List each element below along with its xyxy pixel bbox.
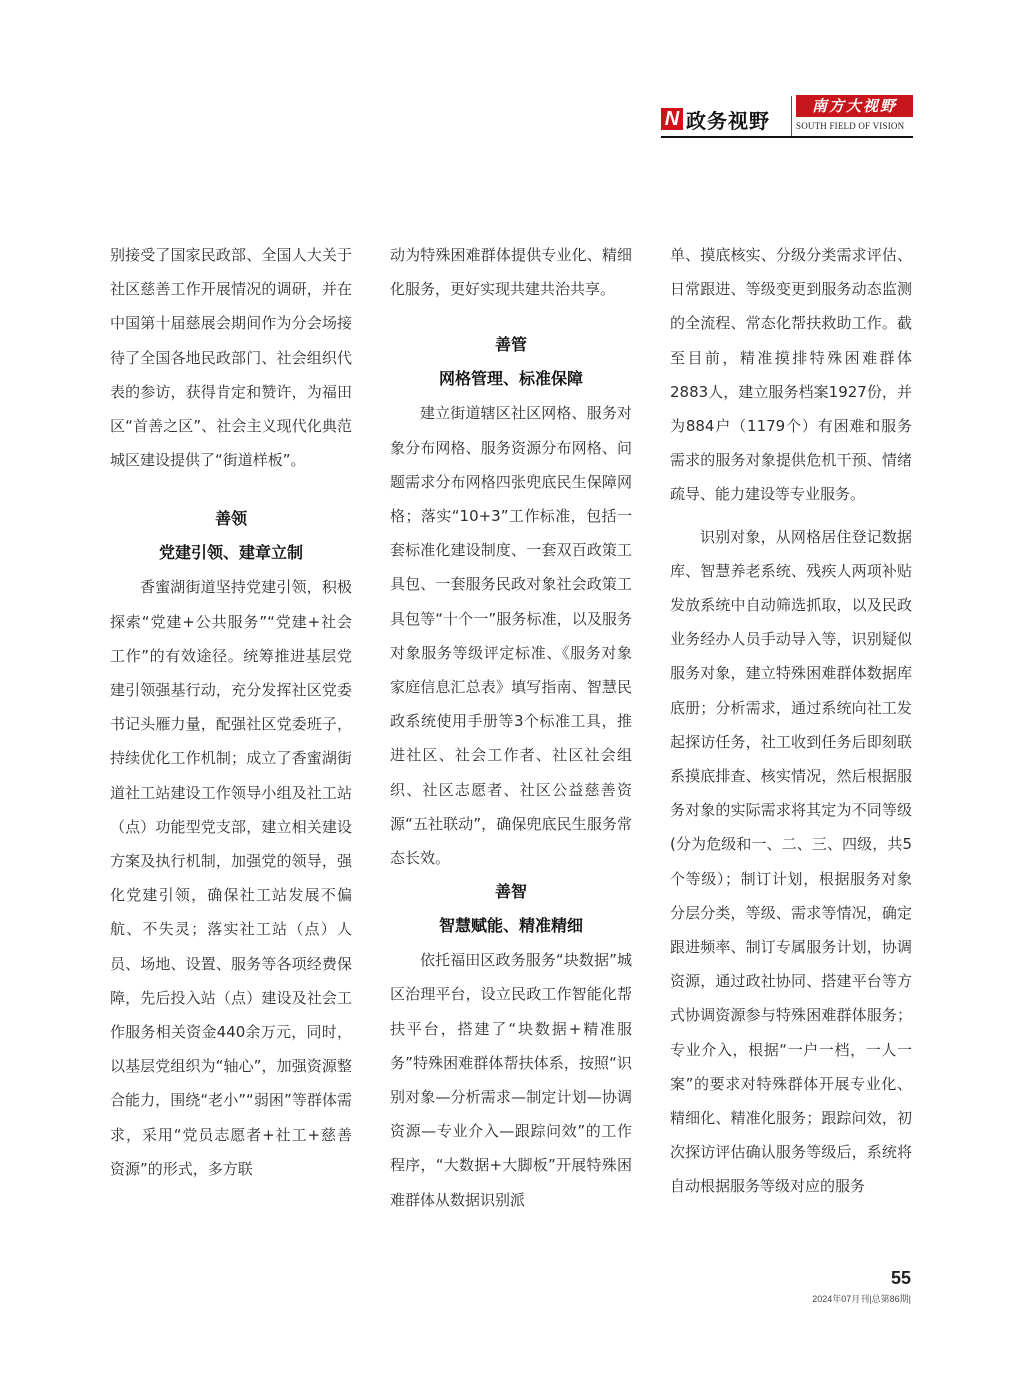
section-heading-subtitle: 党建引领、建章立制: [158, 543, 303, 563]
masthead: [661, 92, 913, 140]
header-rule: [661, 136, 913, 138]
section-heading-subtitle: 智慧赋能、精准精细: [438, 916, 583, 936]
paragraph: 香蜜湖街道坚持党建引领，积极探索“党建+公共服务”“党建+社会工作”的有效途径。统筹推进基层党建引领强基行动，充分发挥社区党委书记头雁力量，配强社区党委班子，持续优化工作机制；成立了香蜜湖街道社工站建设工作领导小组及社工站（点）功能型党支部，建立相关建设方案及执行机制，加强党的领导，强化党建引领，确保社工站发展不偏航、不失灵；落实社工站（点）人员、场地、设置、服务等各项经费保障，先后投入站（点）建设及社会工作服务相关资金440余万元，同时，以基层党组织为“轴心”，加强资源整合能力，围绕“老小”“弱困”等群体需求，采用“党员志愿者+社工+慈善资源”的形式，多方联: [110, 578, 352, 1178]
paragraph: 别接受了国家民政部、全国人大关于社区慈善工作开展情况的调研，并在中国第十届慈展会期间作为分会场接待了全国各地民政部门、社会组织代表的参访，获得肯定和赞许，为福田区“首善之区”、社会主义现代化典范城区建设提供了“街道样板”。: [110, 246, 352, 470]
magazine-english-name: SOUTH FIELD OF VISION: [796, 121, 905, 131]
section-heading-title: 善管: [494, 335, 527, 355]
section-heading: [110, 502, 352, 570]
page-number: 55: [890, 1268, 911, 1288]
paragraph: 动为特殊困难群体提供专业化、精细化服务，更好实现共建共治共享。: [390, 246, 632, 299]
column-3: [670, 238, 912, 1204]
section-heading-subtitle: 网格管理、标准保障: [438, 369, 583, 389]
paragraph: 依托福田区政务服务“块数据”城区治理平台，设立民政工作智能化帮扶平台，搭建了“块数据+精准服务”特殊困难群体帮扶体系，按照“识别对象—分析需求—制定计划—协调资源—专业介入—跟踪问效”的工作程序，“大数据+大脚板”开展特殊困难群体从数据识别派: [390, 951, 632, 1209]
paragraph: 单、摸底核实、分级分类需求评估、日常跟进、等级变更到服务动态监测的全流程、常态化帮扶救助工作。截至目前，精准摸排特殊困难群体2883人，建立服务档案1927份，并为884户（1179个）有困难和服务需求的服务对象提供危机干预、情绪疏导、能力建设等专业服务。: [670, 246, 912, 504]
n-logo-icon: N: [661, 108, 683, 130]
header-divider: [791, 96, 792, 136]
paragraph: 建立街道辖区社区网格、服务对象分布网格、服务资源分布网格、问题需求分布网格四张兜底民生保障网格；落实“10+3”工作标准，包括一套标准化建设制度、一套双百政策工具包、一套服务民政对象社会政策工具包等“十个一”服务标准，以及服务对象服务等级评定标准、《服务对象家庭信息汇总表》填写指南、智慧民政系统使用手册等3个标准工具，推进社区、社会工作者、社区社会组织、社区志愿者、社区公益慈善资源“五社联动”，确保兜底民生服务常态长效。: [390, 404, 632, 868]
column-1: [110, 238, 352, 1186]
section-title: 政务视野: [686, 109, 770, 133]
magazine-logo: 南方大视野: [796, 95, 913, 117]
section-heading-title: 善领: [214, 509, 247, 529]
paragraph: 识别对象，从网格居住登记数据库、智慧养老系统、残疾人两项补贴发放系统中自动筛选抓取，以及民政业务经办人员手动导入等，识别疑似服务对象，建立特殊困难群体数据库底册；分析需求，通过系统向社工发起探访任务，社工收到任务后即刻联系摸底排查、核实情况，然后根据服务对象的实际需求将其定为不同等级(分为危级和一、二、三、四级，共5个等级）；制订计划，根据服务对象分层分类，等级、需求等情况，确定跟进频率、制订专属服务计划，协调资源，通过政社协同、搭建平台等方式协调资源参与特殊困难群体服务；专业介入，根据“一户一档，一人一案”的要求对特殊群体开展专业化、精细化、精准化服务；跟踪问效，初次探访评估确认服务等级后，系统将自动根据服务等级对应的服务: [670, 527, 912, 1196]
section-heading: [390, 328, 632, 396]
issue-info: 2024年07月刊|总第86期|: [812, 1294, 911, 1304]
section-heading: [390, 875, 632, 943]
column-2: [390, 238, 632, 1217]
section-heading-title: 善智: [494, 882, 527, 902]
